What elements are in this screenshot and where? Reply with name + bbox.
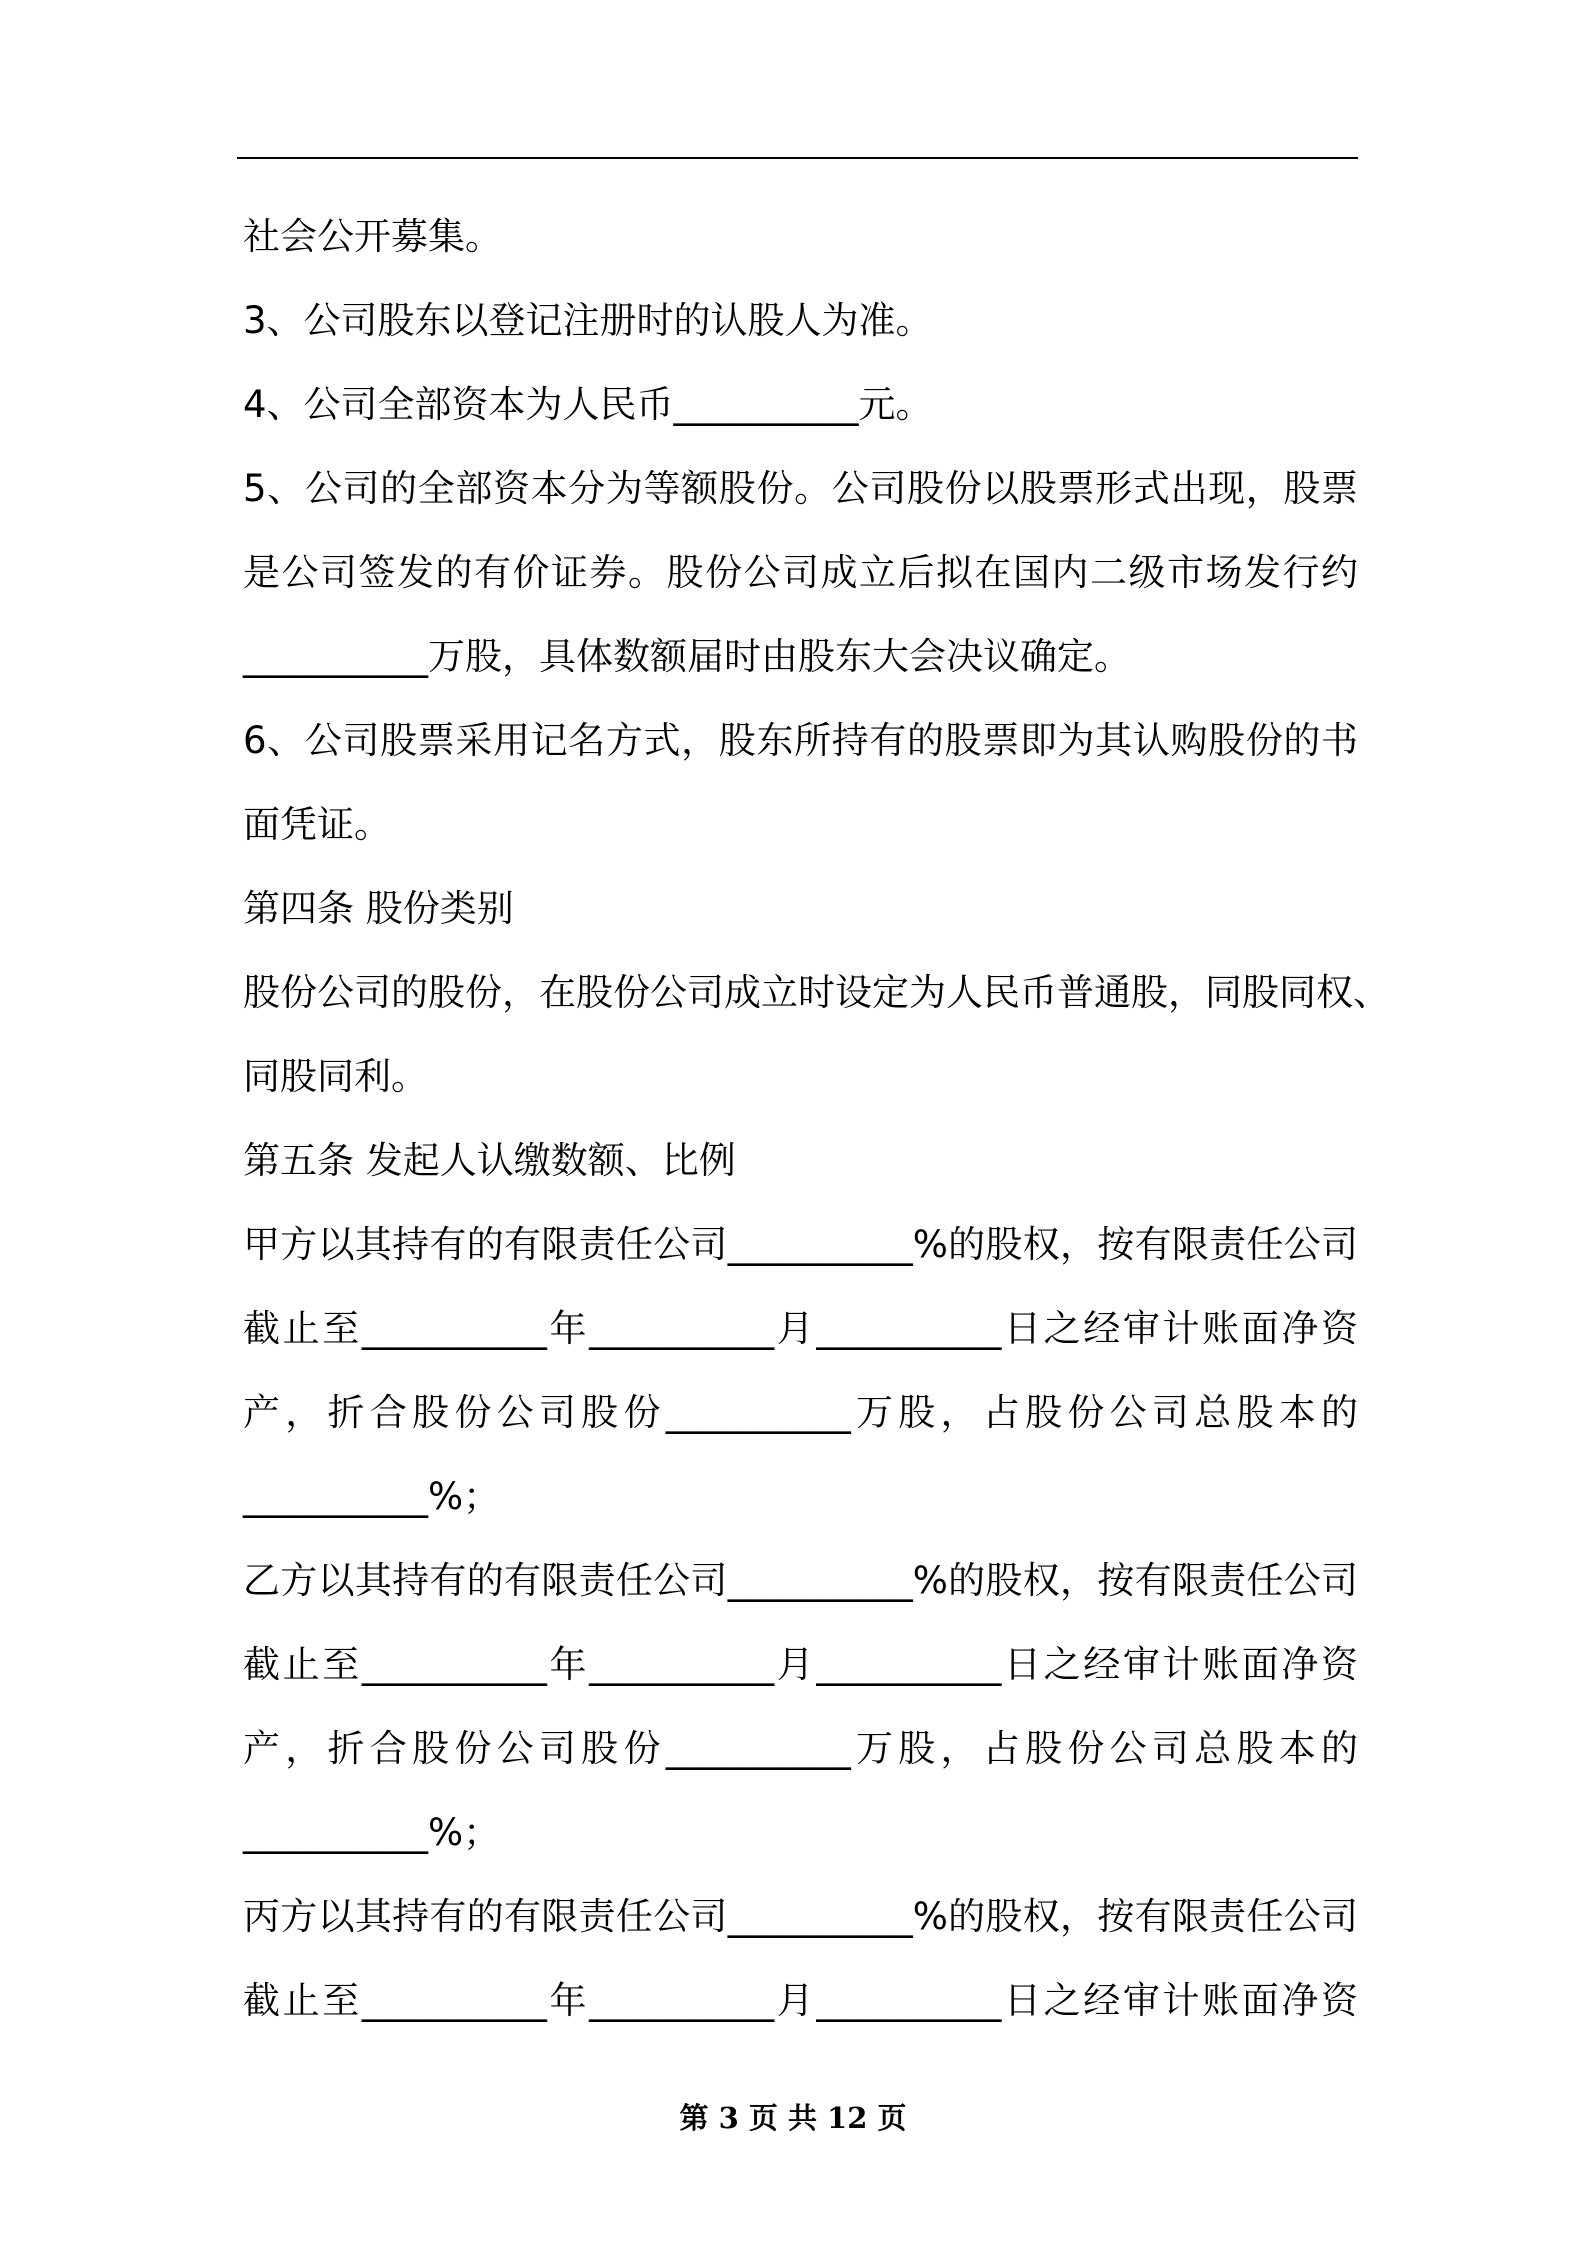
paragraph-line: 是公司签发的有价证券。股份公司成立后拟在国内二级市场发行约	[243, 551, 1358, 594]
paragraph-line: 5、公司的全部资本分为等额股份。公司股份以股票形式出现，股票	[243, 467, 1358, 510]
paragraph-line: 产，折合股份公司股份__________万股，占股份公司总股本的	[243, 1727, 1358, 1770]
paragraph-line: 乙方以其持有的有限责任公司__________%的股权，按有限责任公司	[243, 1559, 1358, 1602]
paragraph-line: 截止至__________年__________月__________日之经审计账面净资	[243, 1307, 1358, 1350]
header-rule	[237, 157, 1358, 159]
paragraph-line: 截止至__________年__________月__________日之经审计账面净资	[243, 1979, 1358, 2022]
paragraph-line: 社会公开募集。	[243, 215, 502, 258]
paragraph-line: __________%；	[243, 1811, 501, 1854]
paragraph-line: __________%；	[243, 1475, 501, 1518]
paragraph-line: 甲方以其持有的有限责任公司__________%的股权，按有限责任公司	[243, 1223, 1358, 1266]
paragraph-line: 面凭证。	[243, 803, 391, 846]
paragraph-line: __________万股，具体数额届时由股东大会决议确定。	[243, 635, 1131, 678]
paragraph-line: 6、公司股票采用记名方式，股东所持有的股票即为其认购股份的书	[243, 719, 1358, 762]
section-heading: 第五条 发起人认缴数额、比例	[243, 1139, 736, 1182]
paragraph-line: 股份公司的股份，在股份公司成立时设定为人民币普通股，同股同权、	[243, 971, 1390, 1014]
document-body	[243, 195, 1390, 2043]
paragraph-line: 产，折合股份公司股份__________万股，占股份公司总股本的	[243, 1391, 1358, 1434]
paragraph-line: 3、公司股东以登记注册时的认股人为准。	[243, 299, 933, 342]
paragraph-line: 4、公司全部资本为人民币__________元。	[243, 383, 933, 426]
page-number-footer: 第 3 页 共 12 页	[679, 2101, 907, 2135]
paragraph-line: 丙方以其持有的有限责任公司__________%的股权，按有限责任公司	[243, 1895, 1358, 1938]
paragraph-line: 截止至__________年__________月__________日之经审计账面净资	[243, 1643, 1358, 1686]
paragraph-line: 同股同利。	[243, 1055, 428, 1098]
section-heading: 第四条 股份类别	[243, 887, 514, 930]
